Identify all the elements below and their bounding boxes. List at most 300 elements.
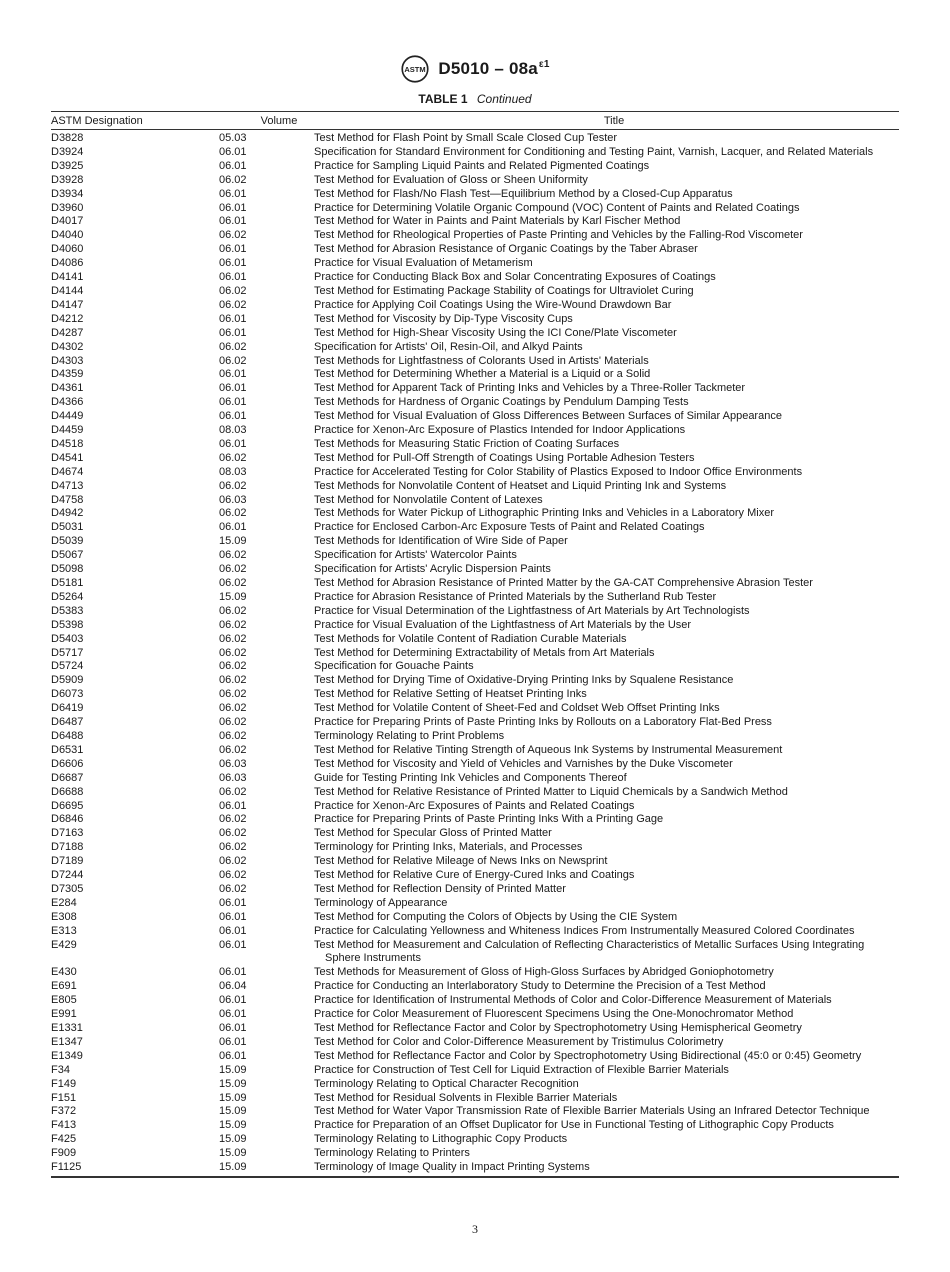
title-text: Test Method for Reflection Density of Printed Matter xyxy=(314,882,566,895)
title-cell xyxy=(312,1078,899,1092)
designation-cell: D6846 xyxy=(51,813,84,826)
title-cell xyxy=(312,758,899,772)
title-cell xyxy=(312,1050,899,1064)
title-cell xyxy=(312,688,899,702)
title-text: Test Method for Flash Point by Small Scale Closed Cup Tester xyxy=(314,132,618,144)
title-text: Test Method for Relative Tinting Strength of Aqueous Ink Systems by Instrumental Measurement xyxy=(314,743,783,756)
title-cell xyxy=(312,146,899,160)
designation-cell: D5398 xyxy=(51,618,84,631)
table-row xyxy=(51,327,899,341)
title-text: Practice for Preparing Prints of Paste Printing Inks With a Printing Gage xyxy=(314,813,664,826)
title-cell xyxy=(312,424,899,438)
title-text: Test Method for Pull-Off Strength of Coatings Using Portable Adhesion Testers xyxy=(314,451,695,464)
table-row xyxy=(51,633,899,647)
volume-cell: 06.02 xyxy=(219,284,247,297)
table-row xyxy=(51,1078,899,1092)
title-text-continued: Sphere Instruments xyxy=(325,952,421,965)
table-row xyxy=(51,772,899,786)
volume-cell: 06.02 xyxy=(219,855,247,868)
title-text: Test Method for Color and Color-Difference Measurement by Tristimulus Colorimetry xyxy=(314,1035,724,1048)
designation-cell: D4366 xyxy=(51,396,84,409)
column-header-title: Title xyxy=(603,114,625,127)
title-text: Test Method for Relative Mileage of News Inks on Newsprint xyxy=(314,855,608,868)
table-row xyxy=(51,438,899,452)
designation-cell: D6419 xyxy=(51,702,84,715)
volume-cell: 06.04 xyxy=(219,980,247,993)
table-row xyxy=(51,1161,899,1175)
table-row xyxy=(51,800,899,814)
designation-cell: D5724 xyxy=(51,660,84,673)
title-cell xyxy=(312,243,899,257)
designation-cell: F149 xyxy=(51,1077,77,1090)
designation-cell: F425 xyxy=(51,1133,77,1146)
title-text: Test Method for Drying Time of Oxidative-Drying Printing Inks by Squalene Resistance xyxy=(314,674,734,687)
title-cell xyxy=(312,494,899,508)
title-text: Specification for Artists' Watercolor Paints xyxy=(314,549,517,562)
title-text: Test Methods for Lightfastness of Colorants Used in Artists' Materials xyxy=(314,354,649,367)
astm-logo-text: ASTM xyxy=(404,65,426,74)
volume-cell: 06.02 xyxy=(219,229,247,242)
title-cell xyxy=(312,660,899,674)
designation-cell: D6687 xyxy=(51,771,84,784)
title-text: Test Method for Abrasion Resistance of Organic Coatings by the Taber Abraser xyxy=(314,243,698,256)
table-row xyxy=(51,1022,899,1036)
designation-cell: D7163 xyxy=(51,827,84,840)
table-row xyxy=(51,494,899,508)
volume-cell: 06.02 xyxy=(219,479,247,492)
title-text: Test Method for Reflectance Factor and Color by Spectrophotometry Using Bidirectional (45:0 or 0:45) Geometry xyxy=(314,1049,862,1062)
designation-cell: E429 xyxy=(51,938,77,951)
title-text: Test Method for Relative Resistance of Printed Matter to Liquid Chemicals by a Sandwich Method xyxy=(314,785,788,798)
title-text: Specification for Standard Environment for Conditioning and Testing Paint, Varnish, Lacquer, and Related Materials xyxy=(314,145,874,158)
volume-cell: 06.02 xyxy=(219,827,247,840)
table-row xyxy=(51,619,899,633)
title-text: Test Method for Viscosity by Dip-Type Viscosity Cups xyxy=(314,312,573,325)
designation-cell: D7188 xyxy=(51,841,84,854)
volume-cell: 06.01 xyxy=(219,924,247,937)
table-row xyxy=(51,786,899,800)
designation-cell: D5181 xyxy=(51,577,84,589)
title-text: Practice for Xenon-Arc Exposure of Plastics Intended for Indoor Applications xyxy=(314,424,686,437)
table-row xyxy=(51,1050,899,1064)
table-row xyxy=(51,855,899,869)
designation-cell: D5098 xyxy=(51,563,84,576)
title-text: Test Method for Computing the Colors of Objects by Using the CIE System xyxy=(314,910,678,923)
title-cell xyxy=(312,202,899,216)
title-text: Test Method for Water in Paints and Paint Materials by Karl Fischer Method xyxy=(314,215,681,228)
table-row xyxy=(51,480,899,494)
volume-cell: 06.01 xyxy=(219,938,247,951)
title-cell xyxy=(312,925,899,939)
volume-cell: 06.01 xyxy=(219,966,247,979)
title-text: Test Method for Visual Evaluation of Gloss Differences Between Surfaces of Similar Appearance xyxy=(314,410,782,423)
table-row xyxy=(51,591,899,605)
title-cell xyxy=(312,132,899,146)
title-text: Terminology of Appearance xyxy=(314,896,448,909)
designation-cell: E284 xyxy=(51,896,77,909)
table-caption xyxy=(0,92,950,106)
volume-cell: 06.02 xyxy=(219,869,247,882)
table-row xyxy=(51,980,899,994)
title-cell xyxy=(312,438,899,452)
title-text: Terminology Relating to Print Problems xyxy=(314,729,505,742)
volume-cell: 06.02 xyxy=(219,354,247,367)
volume-cell: 06.01 xyxy=(219,1008,247,1021)
volume-cell: 06.02 xyxy=(219,688,247,701)
table-row xyxy=(51,146,899,160)
designation-cell: F909 xyxy=(51,1147,77,1160)
designation-cell: D7244 xyxy=(51,869,84,882)
volume-cell: 06.01 xyxy=(219,243,247,256)
table-row xyxy=(51,549,899,563)
title-text: Terminology Relating to Lithographic Copy Products xyxy=(314,1133,568,1146)
volume-cell: 06.02 xyxy=(219,577,247,589)
title-cell xyxy=(312,1036,899,1050)
designation-cell: D4060 xyxy=(51,243,84,256)
volume-cell: 06.01 xyxy=(219,201,247,214)
table-row xyxy=(51,202,899,216)
title-cell xyxy=(312,605,899,619)
designation-cell: D3925 xyxy=(51,159,84,172)
title-text: Test Methods for Identification of Wire Side of Paper xyxy=(314,535,568,548)
title-text: Test Method for Evaluation of Gloss or Sheen Uniformity xyxy=(314,173,588,186)
volume-cell: 06.01 xyxy=(219,437,247,450)
volume-cell: 06.01 xyxy=(219,896,247,909)
designation-cell: D5403 xyxy=(51,632,84,645)
designation-cell: D6695 xyxy=(51,799,84,812)
volume-cell: 15.09 xyxy=(219,535,247,548)
designation-cell: D4017 xyxy=(51,215,84,228)
volume-cell: 06.02 xyxy=(219,716,247,729)
table-row xyxy=(51,424,899,438)
title-text: Test Method for Determining Whether a Material is a Liquid or a Solid xyxy=(314,368,651,381)
title-cell xyxy=(312,730,899,744)
title-cell xyxy=(312,549,899,563)
title-cell xyxy=(312,215,899,229)
designation-cell: D5264 xyxy=(51,590,84,603)
table-row xyxy=(51,452,899,466)
table-row xyxy=(51,1092,899,1106)
designation-cell: E1347 xyxy=(51,1035,83,1048)
volume-cell: 06.02 xyxy=(219,785,247,798)
title-text: Specification for Gouache Paints xyxy=(314,660,474,673)
table-row xyxy=(51,257,899,271)
designation-cell: D4212 xyxy=(51,312,84,325)
title-text: Test Methods for Measurement of Gloss of High-Gloss Surfaces by Abridged Goniophotometry xyxy=(314,966,774,979)
title-text: Terminology for Printing Inks, Materials, and Processes xyxy=(314,841,583,854)
volume-cell: 06.01 xyxy=(219,382,247,395)
volume-cell: 15.09 xyxy=(219,1147,247,1160)
designation-text: D5010 – 08a xyxy=(438,59,538,78)
column-header-volume: Volume xyxy=(260,114,298,127)
title-text: Test Methods for Nonvolatile Content of Heatset and Liquid Printing Ink and Systems xyxy=(314,479,727,492)
table-row xyxy=(51,827,899,841)
title-cell xyxy=(312,1133,899,1147)
designation-cell: D5067 xyxy=(51,549,84,562)
table-row xyxy=(51,577,899,591)
volume-cell: 06.03 xyxy=(219,493,247,506)
designation-cell: D4287 xyxy=(51,326,84,339)
title-cell xyxy=(312,619,899,633)
title-text: Terminology of Image Quality in Impact Printing Systems xyxy=(314,1161,590,1174)
volume-cell: 06.02 xyxy=(219,882,247,895)
title-text: Specification for Artists' Acrylic Dispersion Paints xyxy=(314,563,551,576)
volume-cell: 06.02 xyxy=(219,702,247,715)
volume-cell: 15.09 xyxy=(219,1105,247,1118)
volume-cell: 06.01 xyxy=(219,396,247,409)
title-cell xyxy=(312,355,899,369)
title-text: Test Method for Nonvolatile Content of Latexes xyxy=(314,493,543,506)
designation-cell: D4040 xyxy=(51,229,84,242)
designation-cell: D4302 xyxy=(51,340,84,353)
designation-cell: F1125 xyxy=(51,1161,82,1174)
title-cell xyxy=(312,980,899,994)
table-row xyxy=(51,160,899,174)
volume-cell: 06.02 xyxy=(219,729,247,742)
table-row xyxy=(51,188,899,202)
title-cell xyxy=(312,744,899,758)
title-text: Practice for Preparing Prints of Paste Printing Inks by Rollouts on a Laboratory Flat-Bed Press xyxy=(314,716,772,729)
title-text: Terminology Relating to Printers xyxy=(314,1147,470,1160)
title-cell xyxy=(312,1161,899,1175)
title-text: Test Method for Flash/No Flash Test—Equilibrium Method by a Closed-Cup Apparatus xyxy=(314,187,733,200)
designation-cell: D4144 xyxy=(51,284,84,297)
table-row xyxy=(51,174,899,188)
designation-cell: D4518 xyxy=(51,437,84,450)
title-text: Test Method for Relative Setting of Heatset Printing Inks xyxy=(314,688,587,701)
title-cell xyxy=(312,869,899,883)
title-cell xyxy=(312,1105,899,1119)
volume-cell: 06.02 xyxy=(219,604,247,617)
designation-cell: D4942 xyxy=(51,507,84,520)
table-row xyxy=(51,132,899,146)
title-cell xyxy=(312,1008,899,1022)
title-text: Test Method for Volatile Content of Sheet-Fed and Coldset Web Offset Printing Inks xyxy=(314,702,720,715)
page-number: 3 xyxy=(472,1222,478,1236)
designation-cell: F151 xyxy=(51,1091,77,1104)
title-cell xyxy=(312,382,899,396)
table-continued: Continued xyxy=(476,92,532,106)
title-cell xyxy=(312,285,899,299)
title-cell xyxy=(312,1119,899,1133)
table-row xyxy=(51,897,899,911)
title-text: Test Method for Water Vapor Transmission Rate of Flexible Barrier Materials Using an Infrared Detector Technique xyxy=(314,1105,870,1118)
designation-cell: D6488 xyxy=(51,729,84,742)
volume-cell: 08.03 xyxy=(219,424,247,437)
designation-cell: D4141 xyxy=(51,271,84,284)
title-text: Specification for Artists' Oil, Resin-Oil, and Alkyd Paints xyxy=(314,340,583,353)
table-row xyxy=(51,1036,899,1050)
designation-cell: D4147 xyxy=(51,298,84,311)
designation-cell: D6688 xyxy=(51,785,84,798)
title-cell xyxy=(312,535,899,549)
table-row xyxy=(51,660,899,674)
volume-cell: 06.01 xyxy=(219,145,247,158)
table-row xyxy=(51,911,899,925)
volume-cell: 06.01 xyxy=(219,187,247,200)
volume-cell: 06.02 xyxy=(219,632,247,645)
title-text: Test Method for Measurement and Calculation of Reflecting Characteristics of Metallic Surfaces Using Integrating xyxy=(314,938,865,951)
volume-cell: 06.02 xyxy=(219,618,247,631)
volume-cell: 15.09 xyxy=(219,1133,247,1146)
volume-cell: 06.02 xyxy=(219,660,247,673)
volume-cell: 06.02 xyxy=(219,451,247,464)
volume-cell: 08.03 xyxy=(219,465,247,478)
volume-cell: 06.02 xyxy=(219,646,247,659)
table-row xyxy=(51,869,899,883)
designation-cell: D5717 xyxy=(51,646,84,659)
volume-cell: 05.03 xyxy=(219,132,247,144)
designation-cell: D5031 xyxy=(51,521,84,534)
title-cell xyxy=(312,577,899,591)
table-row xyxy=(51,521,899,535)
title-cell xyxy=(312,521,899,535)
title-text: Practice for Xenon-Arc Exposures of Paints and Related Coatings xyxy=(314,799,635,812)
volume-cell: 06.01 xyxy=(219,799,247,812)
table-row xyxy=(51,605,899,619)
table-row xyxy=(51,243,899,257)
table-row xyxy=(51,647,899,661)
table-row xyxy=(51,355,899,369)
designation-superscript: ε1 xyxy=(538,59,550,71)
volume-cell: 06.01 xyxy=(219,271,247,284)
designation-cell: D6073 xyxy=(51,688,84,701)
table-row xyxy=(51,1133,899,1147)
table-row xyxy=(51,229,899,243)
title-cell xyxy=(312,591,899,605)
table-row xyxy=(51,758,899,772)
title-cell xyxy=(312,229,899,243)
volume-cell: 06.01 xyxy=(219,1035,247,1048)
designation-cell: D4449 xyxy=(51,410,84,423)
table-row xyxy=(51,285,899,299)
title-cell xyxy=(312,188,899,202)
title-text: Practice for Visual Determination of the Lightfastness of Art Materials by Art Technologists xyxy=(314,604,750,617)
designation-cell: E991 xyxy=(51,1008,77,1021)
volume-cell: 06.02 xyxy=(219,173,247,186)
title-text: Practice for Construction of Test Cell for Liquid Extraction of Flexible Barrier Materials xyxy=(314,1063,729,1076)
astm-logo-icon xyxy=(400,54,430,84)
volume-cell: 06.02 xyxy=(219,549,247,562)
table-row xyxy=(51,299,899,313)
volume-cell: 15.09 xyxy=(219,590,247,603)
title-cell xyxy=(312,841,899,855)
title-cell xyxy=(312,939,899,967)
title-text: Test Method for Rheological Properties of Paste Printing and Vehicles by the Falling-Rod Viscometer xyxy=(314,229,803,242)
title-text: Practice for Color Measurement of Fluorescent Specimens Using the One-Monochromator Method xyxy=(314,1008,794,1021)
designation-cell: E805 xyxy=(51,994,77,1007)
title-text: Test Method for Determining Extractability of Metals from Art Materials xyxy=(314,646,655,659)
designation-cell: E691 xyxy=(51,980,77,993)
table-row xyxy=(51,702,899,716)
title-text: Guide for Testing Printing Ink Vehicles and Components Thereof xyxy=(314,771,627,784)
designation-cell: D7189 xyxy=(51,855,84,868)
title-cell xyxy=(312,299,899,313)
title-text: Practice for Accelerated Testing for Color Stability of Plastics Exposed to Indoor Office Environments xyxy=(314,465,803,478)
table-row xyxy=(51,341,899,355)
volume-cell: 15.09 xyxy=(219,1161,247,1174)
title-cell xyxy=(312,800,899,814)
title-cell xyxy=(312,1092,899,1106)
table-row xyxy=(51,382,899,396)
table-row xyxy=(51,271,899,285)
table-row xyxy=(51,563,899,577)
designation-cell: D3960 xyxy=(51,201,84,214)
title-text: Test Methods for Hardness of Organic Coatings by Pendulum Damping Tests xyxy=(314,396,689,409)
volume-cell: 06.01 xyxy=(219,410,247,423)
title-cell xyxy=(312,966,899,980)
title-cell xyxy=(312,396,899,410)
title-cell xyxy=(312,716,899,730)
title-cell xyxy=(312,772,899,786)
designation-cell: E308 xyxy=(51,910,77,923)
page-header xyxy=(0,52,950,86)
title-text: Test Method for Estimating Package Stability of Coatings for Ultraviolet Curing xyxy=(314,284,694,297)
volume-cell: 06.01 xyxy=(219,257,247,270)
table-body xyxy=(51,130,899,1176)
designation-cell: E430 xyxy=(51,966,77,979)
title-cell xyxy=(312,674,899,688)
designation-cell: D3924 xyxy=(51,145,84,158)
table-row xyxy=(51,466,899,480)
table-row xyxy=(51,535,899,549)
table-header-row xyxy=(51,112,899,130)
volume-cell: 06.02 xyxy=(219,743,247,756)
title-cell xyxy=(312,883,899,897)
designation-cell: D4359 xyxy=(51,368,84,381)
title-text: Practice for Abrasion Resistance of Printed Materials by the Sutherland Rub Tester xyxy=(314,590,717,603)
volume-cell: 15.09 xyxy=(219,1091,247,1104)
designation-cell: F413 xyxy=(51,1119,77,1132)
volume-cell: 06.02 xyxy=(219,340,247,353)
table-row xyxy=(51,813,899,827)
designation-cell: D4541 xyxy=(51,451,84,464)
standard-designation xyxy=(438,59,549,79)
title-text: Test Method for Residual Solvents in Flexible Barrier Materials xyxy=(314,1091,618,1104)
volume-cell: 15.09 xyxy=(219,1077,247,1090)
designation-cell: D6531 xyxy=(51,743,84,756)
volume-cell: 06.02 xyxy=(219,563,247,576)
designation-cell: D4713 xyxy=(51,479,84,492)
table-row xyxy=(51,994,899,1008)
volume-cell: 06.03 xyxy=(219,771,247,784)
designation-cell: D4303 xyxy=(51,354,84,367)
title-cell xyxy=(312,160,899,174)
title-text: Test Method for Reflectance Factor and Color by Spectrophotometry Using Hemispherical Geometry xyxy=(314,1022,802,1034)
title-text: Test Method for High-Shear Viscosity Using the ICI Cone/Plate Viscometer xyxy=(314,326,677,339)
designation-cell: D5383 xyxy=(51,604,84,617)
volume-cell: 15.09 xyxy=(219,1119,247,1132)
table-label: TABLE 1 xyxy=(418,92,468,106)
title-text: Practice for Calculating Yellowness and Whiteness Indices From Instrumentally Measured Colored Coordinates xyxy=(314,924,855,937)
table-row xyxy=(51,674,899,688)
designation-cell: D7305 xyxy=(51,882,84,895)
table-row xyxy=(51,215,899,229)
title-cell xyxy=(312,702,899,716)
title-text: Practice for Visual Evaluation of Metamerism xyxy=(314,257,533,270)
title-cell xyxy=(312,507,899,521)
designation-cell: D4674 xyxy=(51,465,84,478)
title-text: Practice for Sampling Liquid Paints and Related Pigmented Coatings xyxy=(314,159,650,172)
volume-cell: 06.01 xyxy=(219,312,247,325)
title-text: Test Method for Viscosity and Yield of Vehicles and Varnishes by the Duke Viscometer xyxy=(314,757,733,770)
title-text: Practice for Conducting an Interlaboratory Study to Determine the Precision of a Test Method xyxy=(314,980,766,993)
table-row xyxy=(51,966,899,980)
volume-cell: 06.02 xyxy=(219,674,247,687)
designation-cell: D5909 xyxy=(51,674,84,687)
volume-cell: 06.01 xyxy=(219,910,247,923)
table-row xyxy=(51,1119,899,1133)
